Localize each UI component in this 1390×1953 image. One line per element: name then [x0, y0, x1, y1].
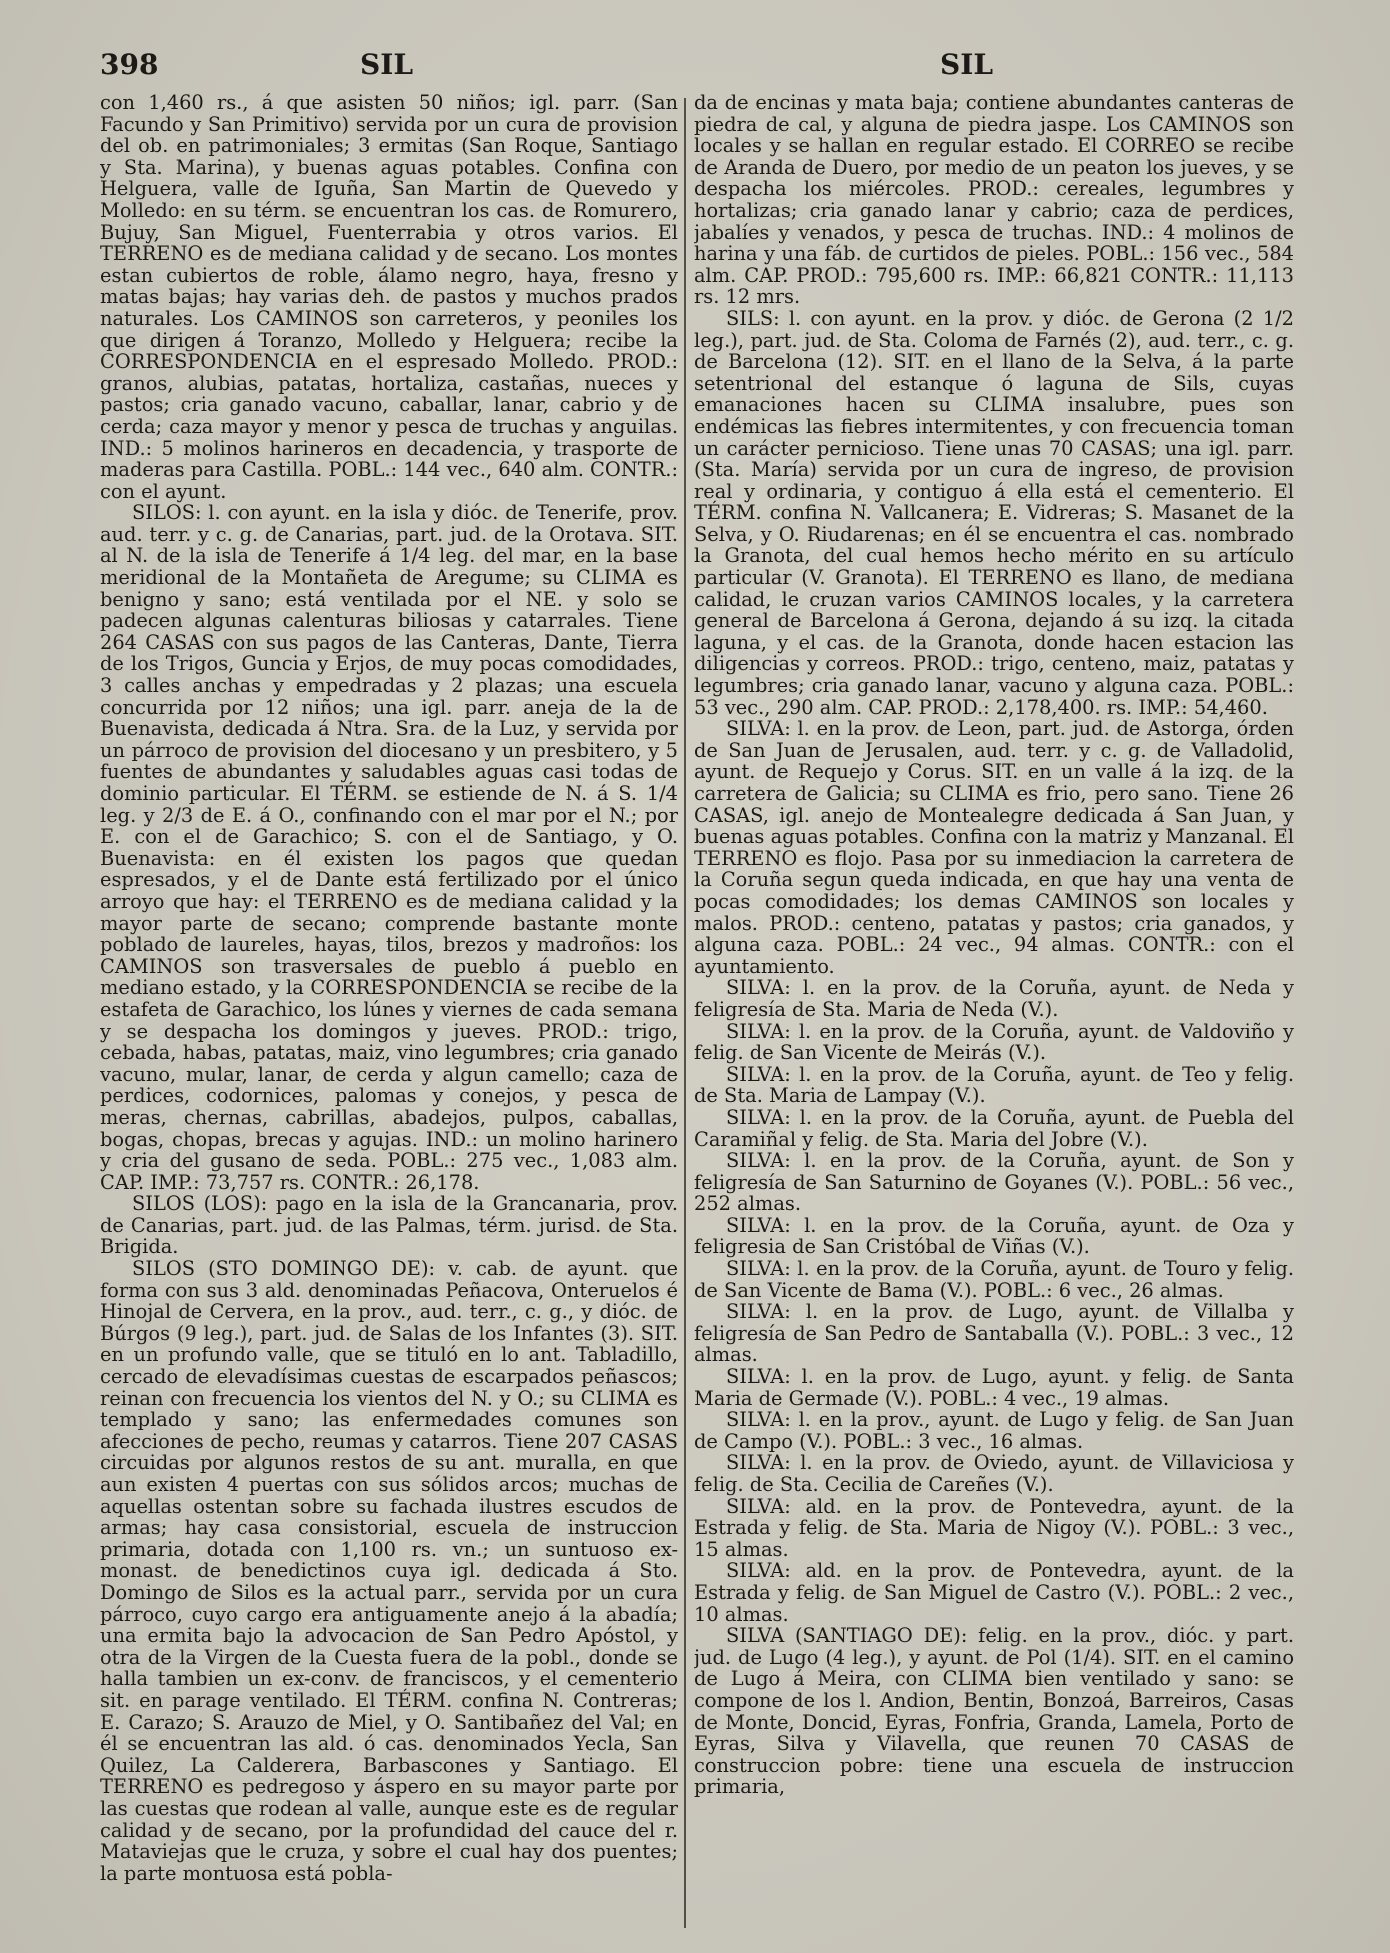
- entry-paragraph: SILVA: l. en la prov. de la Coruña, ayunt. de Teo y felig. de Sta. Maria de Lampay (V.).: [694, 1062, 1294, 1108]
- entry-paragraph: SILVA: ald. en la prov. de Pontevedra, ayunt. de la Estrada y felig. de San Miguel de Castro (V.). POBL.: 2 vec., 10 almas.: [694, 1559, 1294, 1626]
- entry-paragraph: SILVA: l. en la prov. de la Coruña, ayunt. de Valdoviño y felig. de San Vicente de Meirás (V.).: [694, 1019, 1294, 1065]
- page-number: 398: [100, 48, 159, 81]
- catchword-right: SIL: [940, 48, 994, 81]
- entry-paragraph: SILVA: ald. en la prov. de Pontevedra, ayunt. de la Estrada y felig. de Sta. Maria de Nigoy (V.). POBL.: 3 vec., 15 almas.: [694, 1494, 1294, 1561]
- entry-paragraph: da de encinas y mata baja; contiene abundantes canteras de piedra de cal, y alguna de piedra jaspe. Los CAMINOS son locales y se hallan en regular estado. El CORREO se recibe de Aranda de Duero, por medio de un peaton los jueves, y se despacha los miércoles. PROD.: cereales, legumbres y hortalizas; cria ganado lanar y cabrio; caza de perdices, jabalíes y venados, y pesca de truchas. IND.: 4 molinos de harina y una fáb. de curtidos de pieles. POBL.: 156 vec., 584 alm. CAP. PROD.: 795,600 rs. IMP.: 66,821 CONTR.: 11,113 rs. 12 mrs.: [694, 92, 1294, 309]
- entry-paragraph: SILVA: l. en la prov. de la Coruña, ayunt. de Touro y felig. de San Vicente de Bama (V.). POBL.: 6 vec., 26 almas.: [694, 1257, 1294, 1302]
- entry-paragraph: SILVA: l. en la prov. de Lugo, ayunt. de Villalba y feligresía de San Pedro de Santaballa (V.). POBL.: 3 vec., 12 almas.: [694, 1300, 1294, 1367]
- entry-paragraph: SILOS: l. con ayunt. en la isla y dióc. de Tenerife, prov. aud. terr. y c. g. de Canarias, part. jud. de la Orotava. SIT. al N. de la isla de Tenerife á 1/4 leg. del mar, en la base meridional de la Montañeta de Aregume; su CLIMA es benigno y sano; está ventilada por el NE. y solo se padecen algunas calenturas biliosas y catarrales. Tiene 264 CASAS con sus pagos de las Canteras, Dante, Tierra de los Trigos, Guncia y Erjos, de muy pocas comodidades, 3 calles anchas y empedradas y 2 plazas; una escuela concurrida por 12 niños; una igl. parr. aneja de la de Buenavista, dedicada á Ntra. Sra. de la Luz, y servida por un párroco de provision del diocesano y un presbitero, y 5 fuentes de abundantes y saludables aguas casi todas de dominio particular. El TÉRM. se estiende de N. á S. 1/4 leg. y 2/3 de E. á O., confinando con el mar por el N.; por E. con el de Garachico; S. con el de Santiago, y O. Buenavista: en él existen los pagos que quedan espresados, y el de Dante está fertilizado por el único arroyo que hay: el TERRENO es de mediana calidad y la mayor parte de secano; comprende bastante monte poblado de laureles, hayas, tilos, brezos y madroños: los CAMINOS son trasversales de pueblo á pueblo en mediano estado, y la CORRESPONDENCIA se recibe de la estafeta de Garachico, los lúnes y viernes de cada semana y se despacha los domingos y jueves. PROD.: trigo, cebada, habas, patatas, maiz, vino legumbres; cria ganado vacuno, mular, lanar, de cerda y algun camello; caza de perdices, codornices, palomas y conejos, y pesca de meras, chernas, cabrillas, abadejos, pulpos, caballas, bogas, chopas, brecas y agujas. IND.: un molino harinero y cria del gusano de seda. POBL.: 275 vec., 1,083 alm. CAP. IMP.: 73,757 rs. CONTR.: 26,178.: [100, 501, 678, 1194]
- entry-paragraph: SILVA: l. en la prov. de la Coruña, ayunt. de Neda y feligresía de Sta. Maria de Neda (V.).: [694, 976, 1294, 1021]
- column-rule: [684, 98, 686, 1928]
- left-column: [100, 92, 678, 1932]
- entry-paragraph: SILOS (LOS): pago en la isla de la Grancanaria, prov. de Canarias, part. jud. de las Palmas, térm. jurisd. de Sta. Brigida.: [100, 1192, 678, 1259]
- entry-paragraph: SILVA: l. en la prov. de la Coruña, ayunt. de Son y feligresía de San Saturnino de Goyanes (V.). POBL.: 56 vec., 252 almas.: [694, 1149, 1294, 1216]
- entry-paragraph: SILOS (STO DOMINGO DE): v. cab. de ayunt. que forma con sus 3 ald. denominadas Peñacova, Onteruelos é Hinojal de Cervera, en la prov., aud. terr., c. g., y dióc. de Búrgos (9 leg.), part. jud. de Salas de los Infantes (3). SIT. en un profundo valle, que se tituló en lo ant. Tabladillo, cercado de elevadísimas cuestas de escarpados peñascos; reinan con frecuencia los vientos del N. y O.; su CLIMA es templado y sano; las enfermedades comunes son afecciones de pecho, reumas y catarros. Tiene 207 CASAS circuidas por algunos restos de su ant. muralla, en que aun existen 4 puertas con sus sólidos arcos; muchas de aquellas ostentan sobre su fachada ilustres escudos de armas; hay casa consistorial, escuela de instruccion primaria, dotada con 1,100 rs. vn.; un suntuoso ex-monast. de benedictinos cuya igl. dedicada á Sto. Domingo de Silos es la actual parr., servida por un cura párroco, cuyo cargo era antiguamente anejo á la abadía; una ermita bajo la advocacion de San Pedro Apóstol, y otra de la Virgen de la Cuesta fuera de la pobl., donde se halla tambien un ex-conv. de franciscos, y el cementerio sit. en parage ventilado. El TÉRM. confina N. Contreras; E. Carazo; S. Arauzo de Miel, y O. Santibañez del Val; en él se encuentran las ald. ó cas. denominados Yecla, San Quilez, La Calderera, Barbascones y Santiago. El TERRENO es pedregoso y áspero en su mayor parte por las cuestas que rodean al valle, aunque este es de regular calidad y de secano, por la profundidad del cauce del r. Mataviejas que le cruza, y sobre el cual hay dos puentes; la parte montuosa está pobla-: [100, 1257, 678, 1885]
- entry-paragraph: con 1,460 rs., á que asisten 50 niños; igl. parr. (San Facundo y San Primitivo) servida por un cura de provision del ob. en patrimoniales; 3 ermitas (San Roque, Santiago y Sta. Marina), y buenas aguas potables. Confina con Helguera, valle de Iguña, San Martin de Quevedo y Molledo: en su térm. se encuentran los cas. de Romurero, Bujuy, San Miguel, Fuenterrabia y otros varios. El TERRENO es de mediana calidad y de secano. Los montes estan cubiertos de roble, álamo negro, haya, fresno y matas bajas; hay varias deh. de pastos y muchos prados naturales. Los CAMINOS son carreteros, y peoniles los que dirigen á Toranzo, Molledo y Helguera; recibe la CORRESPONDENCIA en el espresado Molledo. PROD.: granos, alubias, patatas, hortaliza, castañas, nueces y pastos; cria ganado vacuno, caballar, lanar, cabrio y de cerda; caza mayor y menor y pesca de truchas y anguilas. IND.: 5 molinos harineros en decadencia, y trasporte de maderas para Castilla. POBL.: 144 vec., 640 alm. CONTR.: con el ayunt.: [100, 92, 678, 503]
- entry-paragraph: SILVA: l. en la prov. de la Coruña, ayunt. de Puebla del Caramiñal y felig. de Sta. Maria del Jobre (V.).: [694, 1105, 1294, 1151]
- entry-paragraph: SILVA: l. en la prov. de Leon, part. jud. de Astorga, órden de San Juan de Jerusalen, aud. terr. y c. g. de Valladolid, ayunt. de Requejo y Corus. SIT. en un valle á la izq. de la carretera de Galicia; su CLIMA es frio, pero sano. Tiene 26 CASAS, igl. anejo de Montealegre dedicada á San Juan, y buenas aguas potables. Confina con la matriz y Manzanal. El TERRENO es flojo. Pasa por su inmediacion la carretera de la Coruña segun queda indicada, en que hay una venta de pocas comodidades; los demas CAMINOS son locales y malos. PROD.: centeno, patatas y pastos; cria ganados, y alguna caza. POBL.: 24 vec., 94 almas. CONTR.: con el ayuntamiento.: [694, 717, 1294, 978]
- entry-paragraph: SILVA (SANTIAGO DE): felig. en la prov., dióc. y part. jud. de Lugo (4 leg.), y ayunt. de Pol (1/4). SIT. en el camino de Lugo á Meira, con CLIMA bien ventilado y sano: se compone de los l. Andion, Bentin, Bonzoá, Barreiros, Casas de Monte, Doncid, Eyras, Fonfria, Granda, Lamela, Porto de Eyras, Silva y Vilavella, que reunen 70 CASAS de construccion pobre: tiene una escuela de instruccion primaria,: [694, 1624, 1294, 1799]
- entry-paragraph: SILS: l. con ayunt. en la prov. y dióc. de Gerona (2 1/2 leg.), part. jud. de Sta. Coloma de Farnés (2), aud. terr., c. g. de Barcelona (12). SIT. en el llano de la Selva, á la parte setentrional del estanque ó laguna de Sils, cuyas emanaciones hacen su CLIMA insalubre, pues son endémicas las fiebres intermitentes, y con frecuencia toman un carácter pernicioso. Tiene unas 70 CASAS; una igl. parr. (Sta. María) servida por un cura de ingreso, de provision real y ordinaria, y contiguo á ella está el cementerio. El TÉRM. confina N. Vallcanera; E. Vidreras; S. Masanet de la Selva, y O. Riudarenas; en él se encuentra el cas. nombrado la Granota, del cual hemos hecho mérito en su artículo particular (V. Granota). El TERRENO es llano, de mediana calidad, le cruzan varios CAMINOS locales, y la carretera general de Barcelona á Gerona, dejando á su izq. la citada laguna, y el cas. de la Granota, donde hacen estacion las diligencias y correos. PROD.: trigo, centeno, maiz, patatas y legumbres; cria ganado lanar, vacuno y alguna caza. POBL.: 53 vec., 290 alm. CAP. PROD.: 2,178,400. rs. IMP.: 54,460.: [694, 306, 1294, 719]
- entry-paragraph: SILVA: l. en la prov. de Oviedo, ayunt. de Villaviciosa y felig. de Sta. Cecilia de Careñes (V.).: [694, 1451, 1294, 1496]
- entry-paragraph: SILVA: l. en la prov. de la Coruña, ayunt. de Oza y feligresia de San Cristóbal de Viñas (V.).: [694, 1213, 1294, 1259]
- right-column: [694, 92, 1294, 1932]
- entry-paragraph: SILVA: l. en la prov., ayunt. de Lugo y felig. de San Juan de Campo (V.). POBL.: 3 vec., 16 almas.: [694, 1408, 1294, 1453]
- catchword-left: SIL: [360, 48, 414, 81]
- page-header: [100, 48, 1290, 88]
- entry-paragraph: SILVA: l. en la prov. de Lugo, ayunt. y felig. de Santa Maria de Germade (V.). POBL.: 4 vec., 19 almas.: [694, 1365, 1294, 1410]
